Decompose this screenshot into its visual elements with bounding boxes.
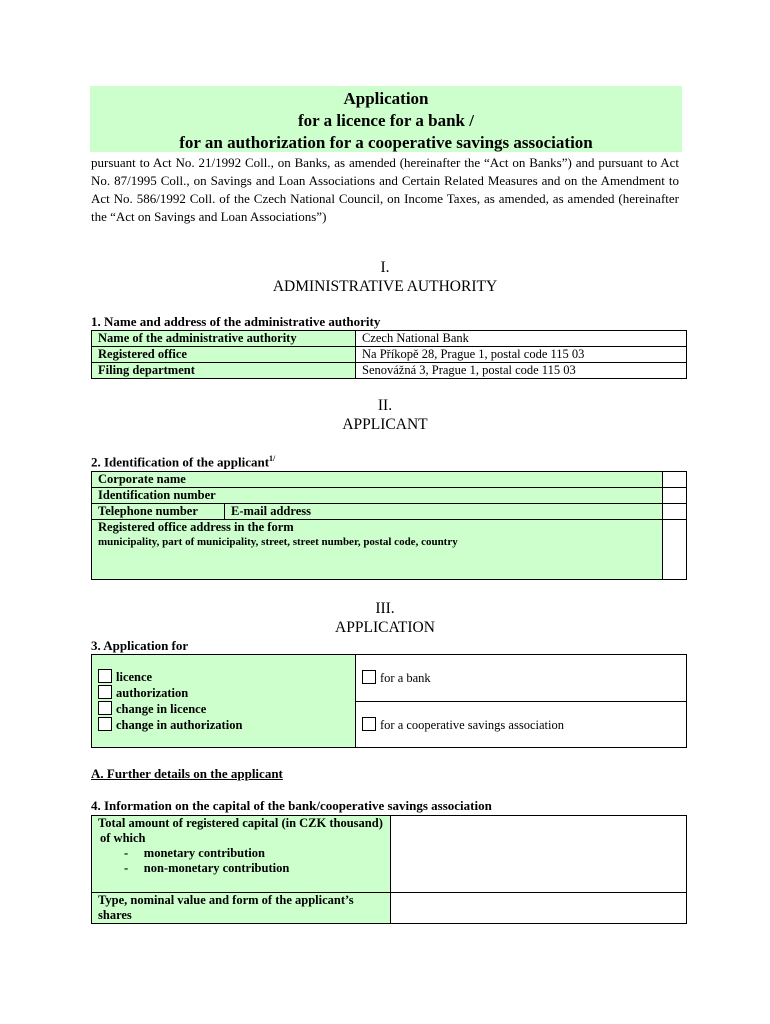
- telephone-label: Telephone number: [92, 504, 225, 520]
- non-monetary-item: - non-monetary contribution: [124, 861, 290, 875]
- section-2-number: II.: [377, 397, 393, 414]
- section-2-heading: [0, 396, 770, 434]
- registered-office-value: Na Příkopě 28, Prague 1, postal code 115 03: [356, 347, 687, 363]
- section-3-heading: [0, 599, 770, 637]
- filing-department-label: Filing department: [92, 363, 356, 379]
- option-label: change in licence: [116, 702, 207, 716]
- for-bank-cell[interactable]: [356, 655, 687, 702]
- non-monetary-label: non-monetary contribution: [143, 861, 290, 875]
- monetary-label: monetary contribution: [143, 846, 265, 860]
- for-coop-cell[interactable]: [356, 702, 687, 748]
- email-label: E-mail address: [225, 504, 663, 520]
- checkbox[interactable]: [362, 670, 376, 684]
- title-line-2: for a licence for a bank /: [298, 111, 474, 130]
- checkbox[interactable]: [362, 717, 376, 731]
- id-number-field[interactable]: [663, 488, 687, 504]
- table-row: [92, 893, 687, 924]
- checkbox[interactable]: [98, 717, 112, 731]
- option-label: licence: [116, 670, 153, 684]
- intro-paragraph: pursuant to Act No. 21/1992 Coll., on Banks, as amended (hereinafter the “Act on Banks”) and pursuant to Act No. 87/1995 Coll., on Savings and Loan Associations and Certain Related Measures and on the Amendment to Act No. 586/1992 Coll. of the Czech National Council, on Income Taxes, as amended, as amended (hereinafter the “Act on Savings and Loan Associations”): [91, 155, 679, 224]
- section-1-number: I.: [380, 259, 390, 276]
- footnote-marker: 1/: [269, 454, 276, 463]
- checkbox[interactable]: [98, 685, 112, 699]
- section-3-number: III.: [375, 600, 395, 617]
- authority-table: [91, 330, 687, 379]
- table-row: [92, 655, 687, 702]
- option-authorization[interactable]: [98, 685, 349, 701]
- authority-label: Name of the administrative authority: [92, 331, 356, 347]
- authority-subheading: 1. Name and address of the administrative authority: [91, 314, 381, 329]
- option-licence[interactable]: [98, 669, 349, 685]
- title-line-3: for an authorization for a cooperative savings association: [179, 133, 593, 152]
- capital-field[interactable]: [391, 816, 687, 893]
- checkbox[interactable]: [98, 701, 112, 715]
- shares-field[interactable]: [391, 893, 687, 924]
- option-change-authorization[interactable]: [98, 717, 349, 733]
- title-line-1: Application: [343, 89, 429, 108]
- table-row: [92, 331, 687, 347]
- capital-subheading: 4. Information on the capital of the bank/cooperative savings association: [91, 798, 492, 813]
- option-change-licence[interactable]: [98, 701, 349, 717]
- capital-label-cell: [92, 816, 391, 893]
- section-1-title: ADMINISTRATIVE AUTHORITY: [272, 278, 498, 295]
- address-field[interactable]: [663, 520, 687, 580]
- section-2-title: APPLICANT: [342, 416, 428, 433]
- applicant-subheading: [91, 454, 275, 470]
- table-row: [92, 347, 687, 363]
- application-title: [90, 86, 682, 152]
- corporate-name-label: Corporate name: [92, 472, 663, 488]
- table-row: [92, 472, 687, 488]
- capital-label: Total amount of registered capital (in CZK thousand): [98, 816, 383, 830]
- checkbox[interactable]: [98, 669, 112, 683]
- applicant-table: [91, 471, 687, 580]
- corporate-name-field[interactable]: [663, 472, 687, 488]
- table-row: [92, 520, 687, 580]
- application-type-cell: [92, 655, 356, 748]
- further-details-heading: A. Further details on the applicant: [91, 766, 283, 781]
- contact-field[interactable]: [663, 504, 687, 520]
- section-3-title: APPLICATION: [335, 619, 435, 636]
- of-which-label: of which: [100, 831, 146, 845]
- for-bank-label: for a bank: [380, 671, 431, 685]
- table-row: [92, 816, 687, 893]
- applicant-subheading-text: 2. Identification of the applicant: [91, 454, 270, 470]
- application-for-table: [91, 654, 687, 748]
- option-label: authorization: [116, 686, 189, 700]
- table-row: [92, 363, 687, 379]
- option-label: change in authorization: [116, 718, 243, 732]
- table-row: [92, 488, 687, 504]
- application-for-subheading: 3. Application for: [91, 638, 189, 653]
- address-label-cell: [92, 520, 663, 580]
- registered-office-label: Registered office: [92, 347, 356, 363]
- filing-department-value: Senovážná 3, Prague 1, postal code 115 03: [356, 363, 687, 379]
- for-coop-label: for a cooperative savings association: [380, 717, 564, 732]
- authority-value: Czech National Bank: [356, 331, 687, 347]
- section-1-heading: [0, 258, 770, 296]
- id-number-label: Identification number: [92, 488, 663, 504]
- address-label: Registered office address in the form: [98, 520, 294, 534]
- monetary-item: - monetary contribution: [124, 846, 265, 860]
- table-row: [92, 504, 687, 520]
- capital-table: [91, 815, 687, 924]
- address-hint: municipality, part of municipality, street, street number, postal code, country: [98, 536, 458, 548]
- shares-label: Type, nominal value and form of the applicant’s shares: [92, 893, 391, 924]
